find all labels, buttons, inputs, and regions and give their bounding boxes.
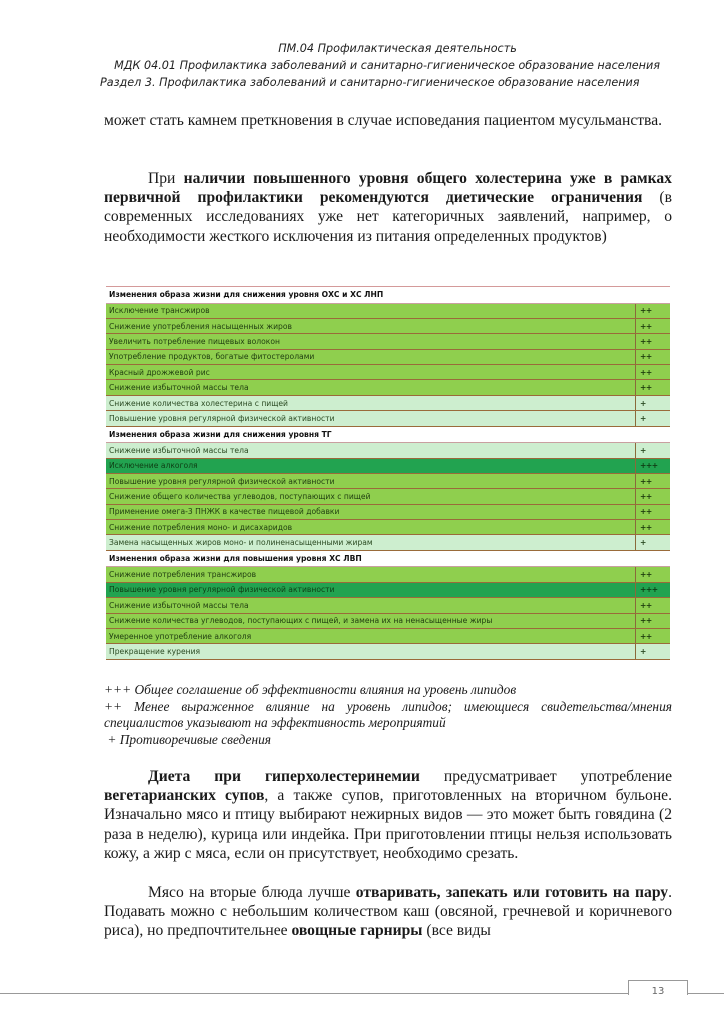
table-row xyxy=(106,334,670,349)
section-title: Изменения образа жизни для снижения уровня ОХС и ХС ЛНП xyxy=(106,287,670,303)
measure-label: Исключение трансжиров xyxy=(106,303,636,318)
table-row xyxy=(106,582,670,597)
evidence-score: ++ xyxy=(636,365,671,380)
bold-text: Диета при гиперхолестеринемии xyxy=(148,768,420,785)
evidence-score: ++ xyxy=(636,473,671,488)
evidence-score: + xyxy=(636,411,671,426)
text: . Подавать можно с небольшим количеством каш (овсяной, гречневой и коричневого риса), но предпочтительнее xyxy=(104,884,672,940)
measure-label: Снижение избыточной массы тела xyxy=(106,598,636,613)
bold-text: отваривать, запекать или готовить на пару xyxy=(355,884,669,901)
table-row xyxy=(106,489,670,504)
evidence-score: ++ xyxy=(636,504,671,519)
text: (все виды xyxy=(422,922,491,940)
table-row xyxy=(106,567,670,582)
table-row xyxy=(106,504,670,519)
measure-label: Повышение уровня регулярной физической активности xyxy=(106,473,636,488)
measure-label: Снижение общего количества углеводов, поступающих с пищей xyxy=(106,489,636,504)
table-row xyxy=(106,395,670,410)
running-header xyxy=(100,40,680,91)
table-row xyxy=(106,535,670,550)
table-row xyxy=(106,644,670,659)
evidence-score: + xyxy=(636,395,671,410)
evidence-score: ++ xyxy=(636,613,671,628)
table-row xyxy=(106,473,670,488)
text: При xyxy=(148,170,184,187)
measure-label: Повышение уровня регулярной физической активности xyxy=(106,411,636,426)
paragraph-cholesterol xyxy=(104,169,672,246)
evidence-score: +++ xyxy=(636,582,671,597)
evidence-score: ++ xyxy=(636,303,671,318)
table-row xyxy=(106,380,670,395)
lifestyle-table xyxy=(106,286,670,660)
table-row xyxy=(106,349,670,364)
measure-label: Умеренное употребление алкоголя xyxy=(106,628,636,643)
measure-label: Применение омега-3 ПНЖК в качестве пищевой добавки xyxy=(106,504,636,519)
table-row xyxy=(106,598,670,613)
measure-label: Исключение алкоголя xyxy=(106,458,636,473)
table-row xyxy=(106,458,670,473)
evidence-score: ++ xyxy=(636,318,671,333)
table-section-header xyxy=(106,550,670,567)
measure-label: Прекращение курения xyxy=(106,644,636,659)
table-row xyxy=(106,520,670,535)
measure-label: Увеличить потребление пищевых волокон xyxy=(106,334,636,349)
table-legend xyxy=(104,682,672,748)
paragraph-meat xyxy=(104,883,672,941)
table-row xyxy=(106,411,670,426)
measure-label: Красный дрожжевой рис xyxy=(106,365,636,380)
evidence-score: ++ xyxy=(636,520,671,535)
text: Мясо на вторые блюда лучше xyxy=(148,884,356,901)
text: (в современных исследованиях уже нет категоричных заявлений, например, о необходимости жесткого исключения из питания определенных продуктов) xyxy=(104,189,672,245)
evidence-score: + xyxy=(636,644,671,659)
evidence-score: ++ xyxy=(636,598,671,613)
text: , а также супов, приготовленных на вторичном бульоне. Изначально мясо и птицу выбирают нежирных видов — это может быть говядина (2 раза в неделю), курица или индейка. При приготовлении птицы нельзя использовать кожу, а жир с мяса, если он присутствует, необходимо срезать. xyxy=(104,787,672,862)
evidence-score: +++ xyxy=(636,458,671,473)
evidence-score: ++ xyxy=(636,567,671,582)
measure-label: Замена насыщенных жиров моно- и полиненасыщенными жирам xyxy=(106,535,636,550)
measure-label: Употребление продуктов, богатые фитостеролами xyxy=(106,349,636,364)
legend-one-plus: + Противоречивые сведения xyxy=(104,731,272,747)
measure-label: Повышение уровня регулярной физической активности xyxy=(106,582,636,597)
table-row xyxy=(106,365,670,380)
table-row xyxy=(106,443,670,458)
evidence-score: + xyxy=(636,535,671,550)
measure-label: Снижение употребления насыщенных жиров xyxy=(106,318,636,333)
legend-three-plus: +++ Общее соглашение об эффективности влияния на уровень липидов xyxy=(104,682,517,697)
measure-label: Снижение количества холестерина с пищей xyxy=(106,395,636,410)
evidence-score: ++ xyxy=(636,489,671,504)
header-module: ПМ.04 Профилактическая деятельность xyxy=(278,42,517,55)
measure-label: Снижение потребления моно- и дисахаридов xyxy=(106,520,636,535)
evidence-score: + xyxy=(636,443,671,458)
evidence-score: ++ xyxy=(636,380,671,395)
evidence-score: ++ xyxy=(636,349,671,364)
table-section-header xyxy=(106,426,670,443)
table-row xyxy=(106,303,670,318)
bold-text: вегетарианских супов xyxy=(104,787,265,805)
text: предусматривает употребление xyxy=(419,768,672,785)
measure-label: Снижение количества углеводов, поступающих с пищей, и замена их на ненасыщенные жиры xyxy=(106,613,636,628)
evidence-score: ++ xyxy=(636,334,671,349)
bold-text: овощные гарниры xyxy=(291,922,423,940)
lipid-table-grid xyxy=(106,287,670,660)
table-row xyxy=(106,613,670,628)
table-row xyxy=(106,318,670,333)
footer-rule-left xyxy=(0,993,629,994)
evidence-score: ++ xyxy=(636,628,671,643)
measure-label: Снижение избыточной массы тела xyxy=(106,443,636,458)
paragraph-continuation: может стать камнем преткновения в случае исповедания пациентом мусульманства. xyxy=(104,112,663,129)
header-section: Раздел 3. Профилактика заболеваний и санитарно-гигиеническое образование населения xyxy=(100,76,640,89)
paragraph-diet xyxy=(104,767,672,863)
table-section-header xyxy=(106,287,670,303)
section-title: Изменения образа жизни для повышения уровня ХС ЛВП xyxy=(106,550,670,567)
legend-two-plus: ++ Менее выраженное влияние на уровень липидов; имеющиеся свидетельства/мнения специалистов указывают на эффективность мероприятий xyxy=(104,698,672,731)
measure-label: Снижение потребления трансжиров xyxy=(106,567,636,582)
table-row xyxy=(106,628,670,643)
measure-label: Снижение избыточной массы тела xyxy=(106,380,636,395)
page-number: 13 xyxy=(628,980,688,995)
footer-rule-right xyxy=(686,993,724,994)
bold-text: наличии повышенного уровня общего холестерина уже в рамках первичной профилактики рекомендуются диетические ограничения xyxy=(104,170,672,207)
section-title: Изменения образа жизни для снижения уровня ТГ xyxy=(106,426,670,443)
header-course: МДК 04.01 Профилактика заболеваний и санитарно-гигиеническое образование населения xyxy=(114,59,660,72)
